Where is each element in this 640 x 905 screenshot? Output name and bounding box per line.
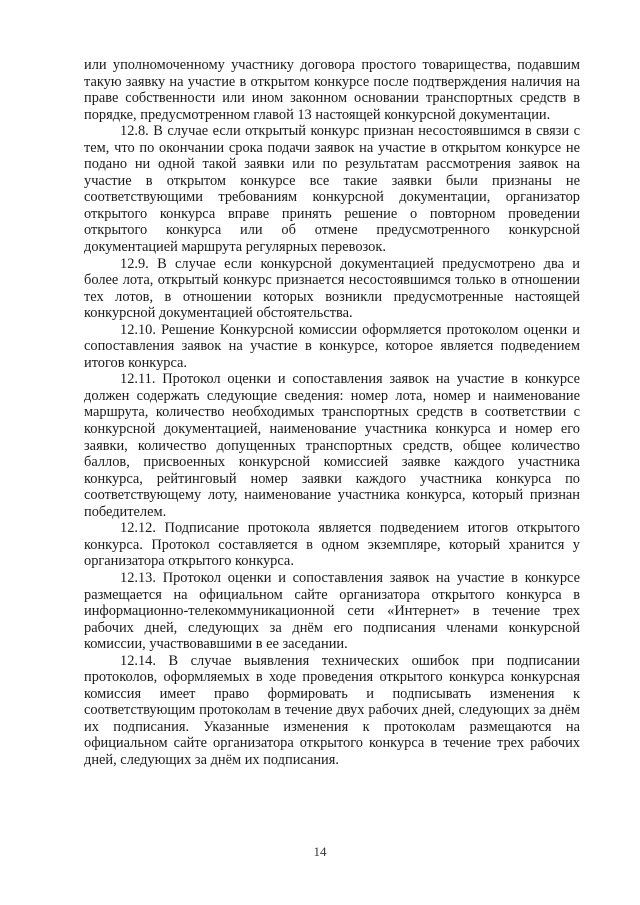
paragraph-12-9: 12.9. В случае если конкурсной документацией предусмотрено два и более лота, открытый конкурс признается несостоявшимся только в отношении тех лотов, в отношении которых возникли предусмотренные настоящей конкурсной документацией обстоятельства. [84, 255, 580, 322]
document-body [84, 57, 580, 769]
paragraph-12-13: 12.13. Протокол оценки и сопоставления заявок на участие в конкурсе размещается на официальном сайте организатора открытого конкурса в информационно-телекоммуникационной сети «Интернет» в течение трех рабочих дней, следующих за днём его подписания членами конкурсной комиссии, участвовавшими в ее заседании. [84, 569, 580, 653]
paragraph-12-11: 12.11. Протокол оценки и сопоставления заявок на участие в конкурсе должен содержать следующие сведения: номер лота, номер и наименование маршрута, количество необходимых транспортных средств в соответствии с конкурсной документацией, наименование участника конкурса и номер его заявки, количество допущенных транспортных средств, общее количество баллов, присвоенных конкурсной комиссией заявке каждого участника конкурса, рейтинговый номер заявки каждого участника конкурса по соответствующему лоту, наименование участника конкурса, который признан победителем. [84, 371, 580, 520]
page-number: 14 [313, 844, 327, 859]
paragraph-12-8: 12.8. В случае если открытый конкурс признан несостоявшимся в связи с тем, что по окончании срока подачи заявок на участие в открытом конкурсе не подано ни одной такой заявки или по результатам рассмотрения заявок на участие в открытом конкурсе все такие заявки были признаны не соответствующими требованиям конкурсной документации, организатор открытого конкурса вправе принять решение о повторном проведении открытого конкурса или об отмене предусмотренного конкурсной документацией маршрута регулярных перевозок. [84, 123, 580, 256]
paragraph-12-12: 12.12. Подписание протокола является подведением итогов открытого конкурса. Протокол составляется в одном экземпляре, который хранится у организатора открытого конкурса. [84, 520, 580, 570]
paragraph-12-14: 12.14. В случае выявления технических ошибок при подписании протоколов, оформляемых в ходе проведения открытого конкурса конкурсная комиссия имеет право формировать и подписывать изменения к соответствующим протоколам в течение двух рабочих дней, следующих за днём их подписания. Указанные изменения к протоколам размещаются на официальном сайте организатора открытого конкурса в течение трех рабочих дней, следующих за днём их подписания. [84, 652, 580, 768]
paragraph-12-10: 12.10. Решение Конкурсной комиссии оформляется протоколом оценки и сопоставления заявок на участие в конкурсе, которое является подведением итогов конкурса. [84, 321, 580, 371]
paragraph-continuation: или уполномоченному участнику договора простого товарищества, подавшим такую заявку на участие в открытом конкурсе после подтверждения наличия на праве собственности или ином законном основании транспортных средств в порядке, предусмотренном главой 13 настоящей конкурсной документации. [84, 57, 580, 123]
